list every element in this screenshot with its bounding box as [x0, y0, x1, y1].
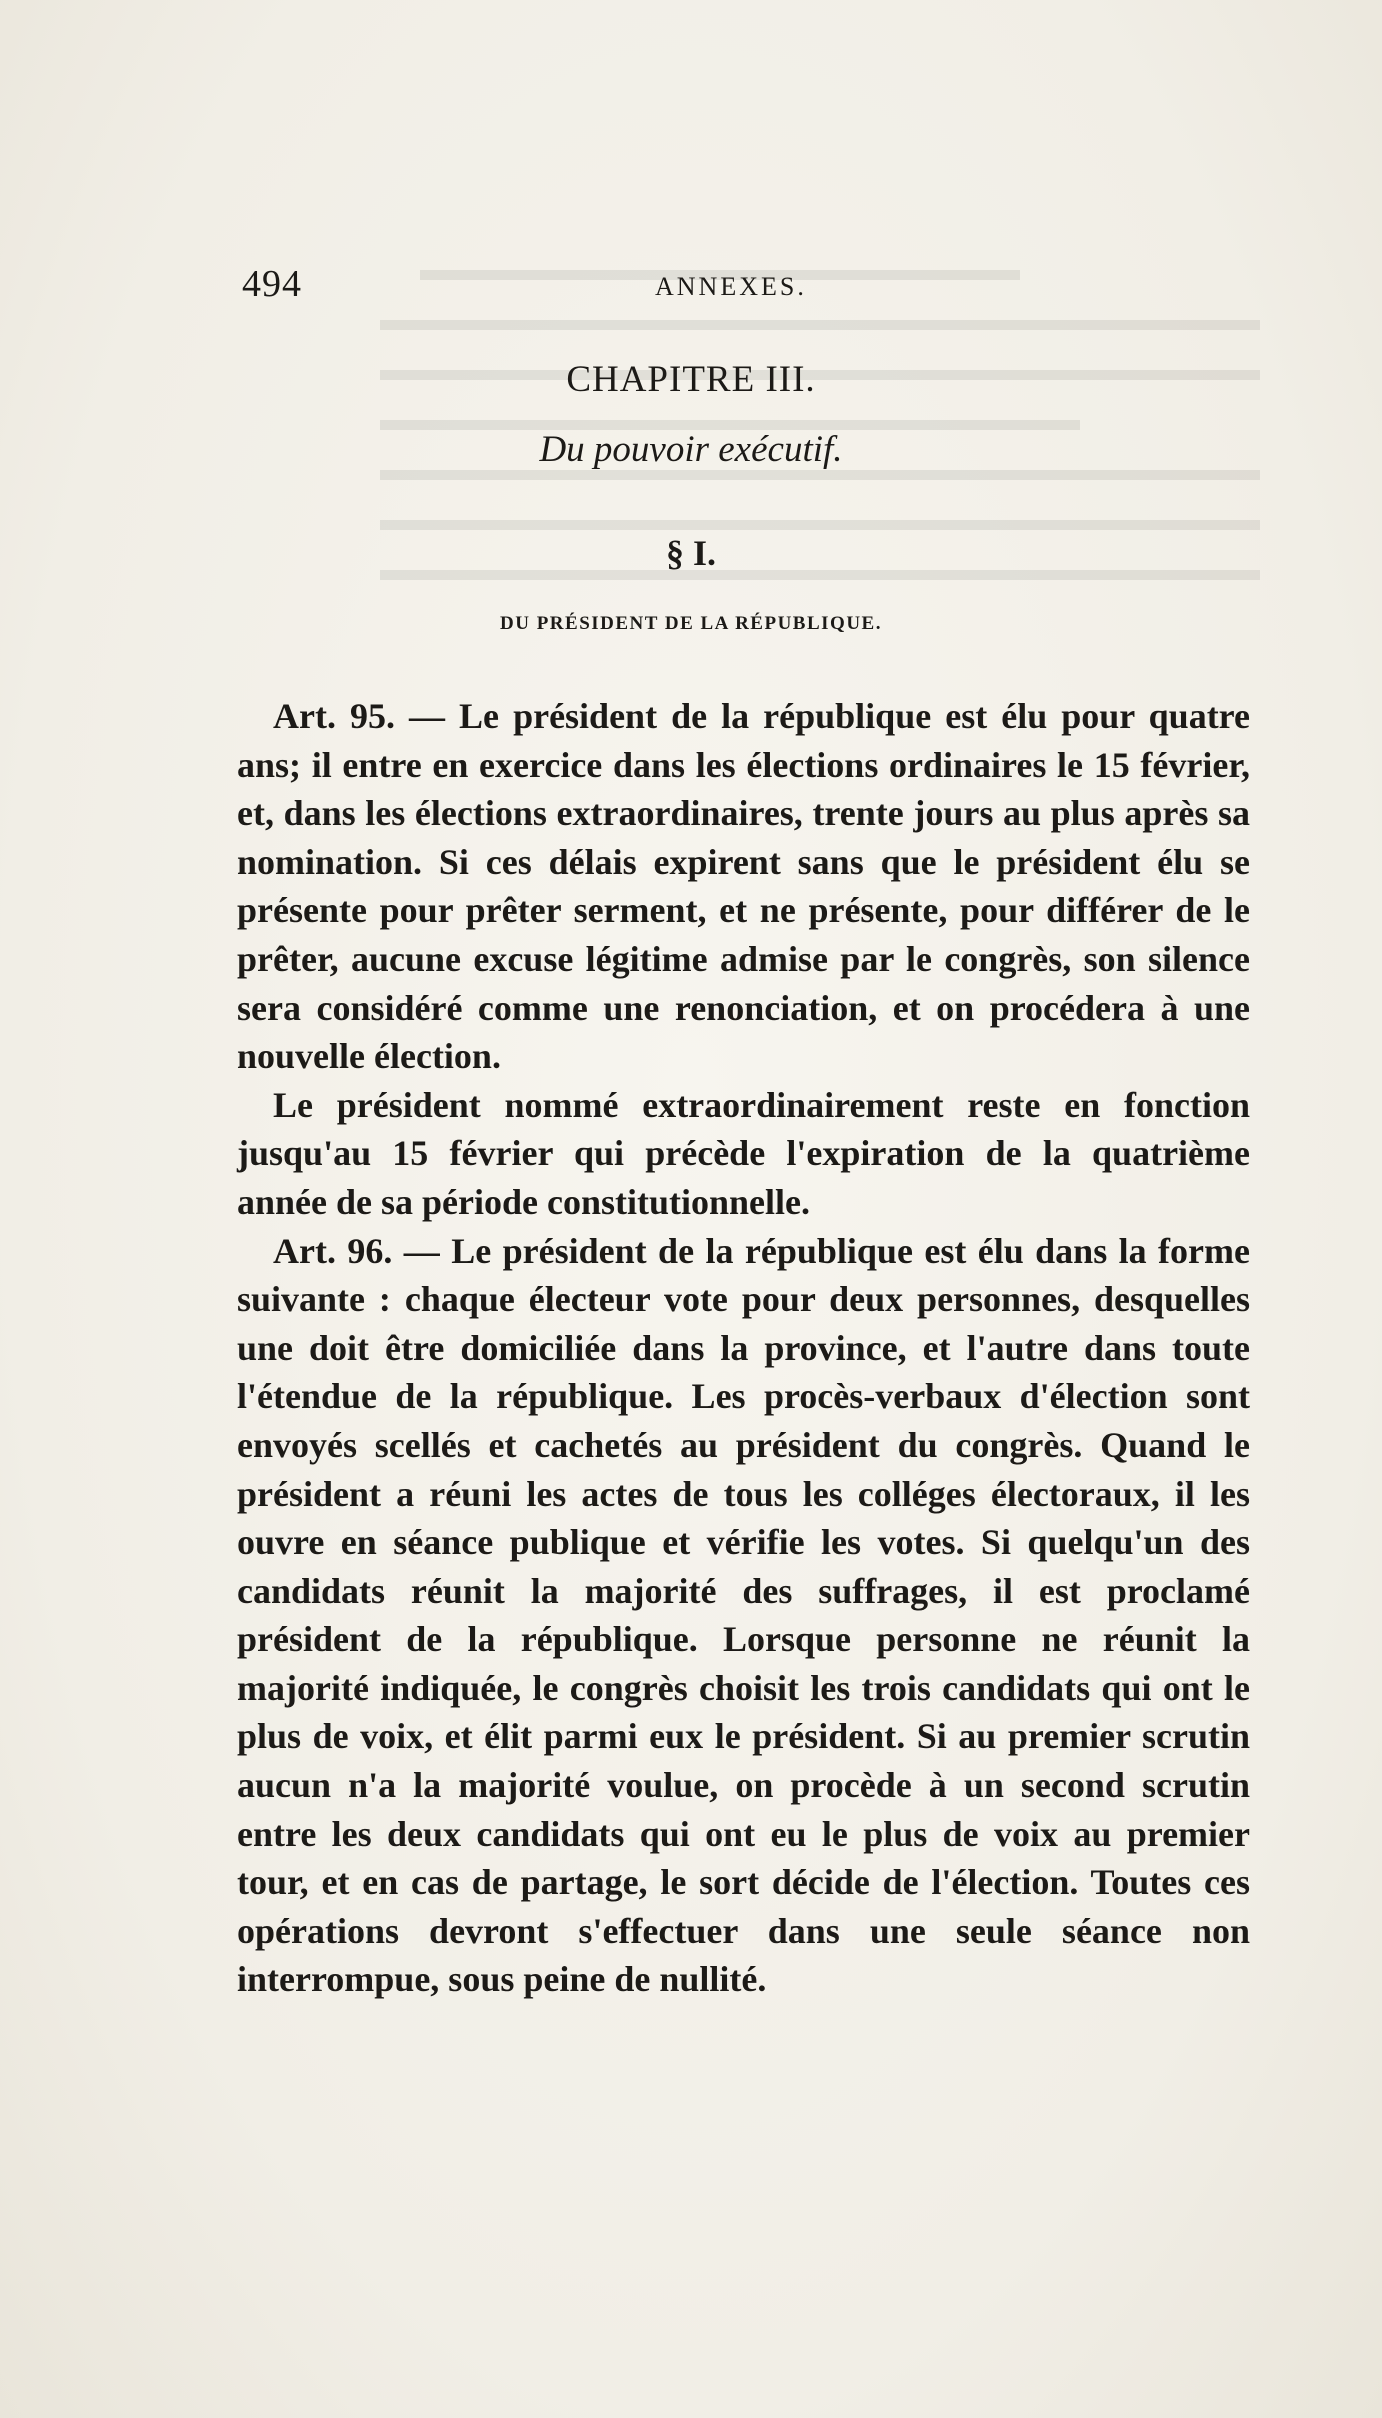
paragraph-president-extraordinaire: Le président nommé extraordinairement reste en fonction jusqu'au 15 février qui précède l'expiration de la quatrième année de sa période constitutionnelle. [237, 1084, 1250, 1222]
running-head: ANNEXES. [655, 272, 807, 301]
body-text [237, 692, 1250, 2004]
paragraph-art-95: Art. 95. — Le président de la république est élu pour quatre ans; il entre en exercice dans les élections ordinaires le 15 février, et, dans les élections extraordinaires, trente jours au plus après sa nomination. Si ces délais expirent sans que le président élu se présente pour prêter serment, et ne présente, pour différer de le prêter, aucune excuse légitime admise par le congrès, son silence sera considéré comme une renonciation, et on procédera à une nouvelle élection. [237, 696, 1250, 1077]
section-title: DU PRÉSIDENT DE LA RÉPUBLIQUE. [500, 613, 882, 634]
paragraph-art-96: Art. 96. — Le président de la république est élu dans la forme suivante : chaque électeur vote pour deux personnes, desquelles une doit être domiciliée dans la province, et l'autre dans toute l'étendue de la république. Les procès-verbaux d'élection sont envoyés scellés et cachetés au président du congrès. Quand le président a réuni les actes de tous les colléges électoraux, il les ouvre en séance publique et vérifie les votes. Si quelqu'un des candidats réunit la majorité des suffrages, il est proclamé président de la république. Lorsque personne ne réunit la majorité indiquée, le congrès choisit les trois candidats qui ont le plus de voix, et élit parmi eux le président. Si au premier scrutin aucun n'a la majorité voulue, on procède à un second scrutin entre les deux candidats qui ont eu le plus de voix au premier tour, et en cas de partage, le sort décide de l'élection. Toutes ces opérations devront s'effectuer dans une seule séance non interrompue, sous peine de nullité. [237, 1230, 1250, 2000]
page-header [0, 262, 1382, 312]
chapter-subtitle: Du pouvoir exécutif. [539, 429, 843, 470]
section-mark: § I. [665, 533, 716, 573]
page-number: 494 [242, 263, 302, 305]
chapter-title: CHAPITRE III. [566, 359, 816, 400]
